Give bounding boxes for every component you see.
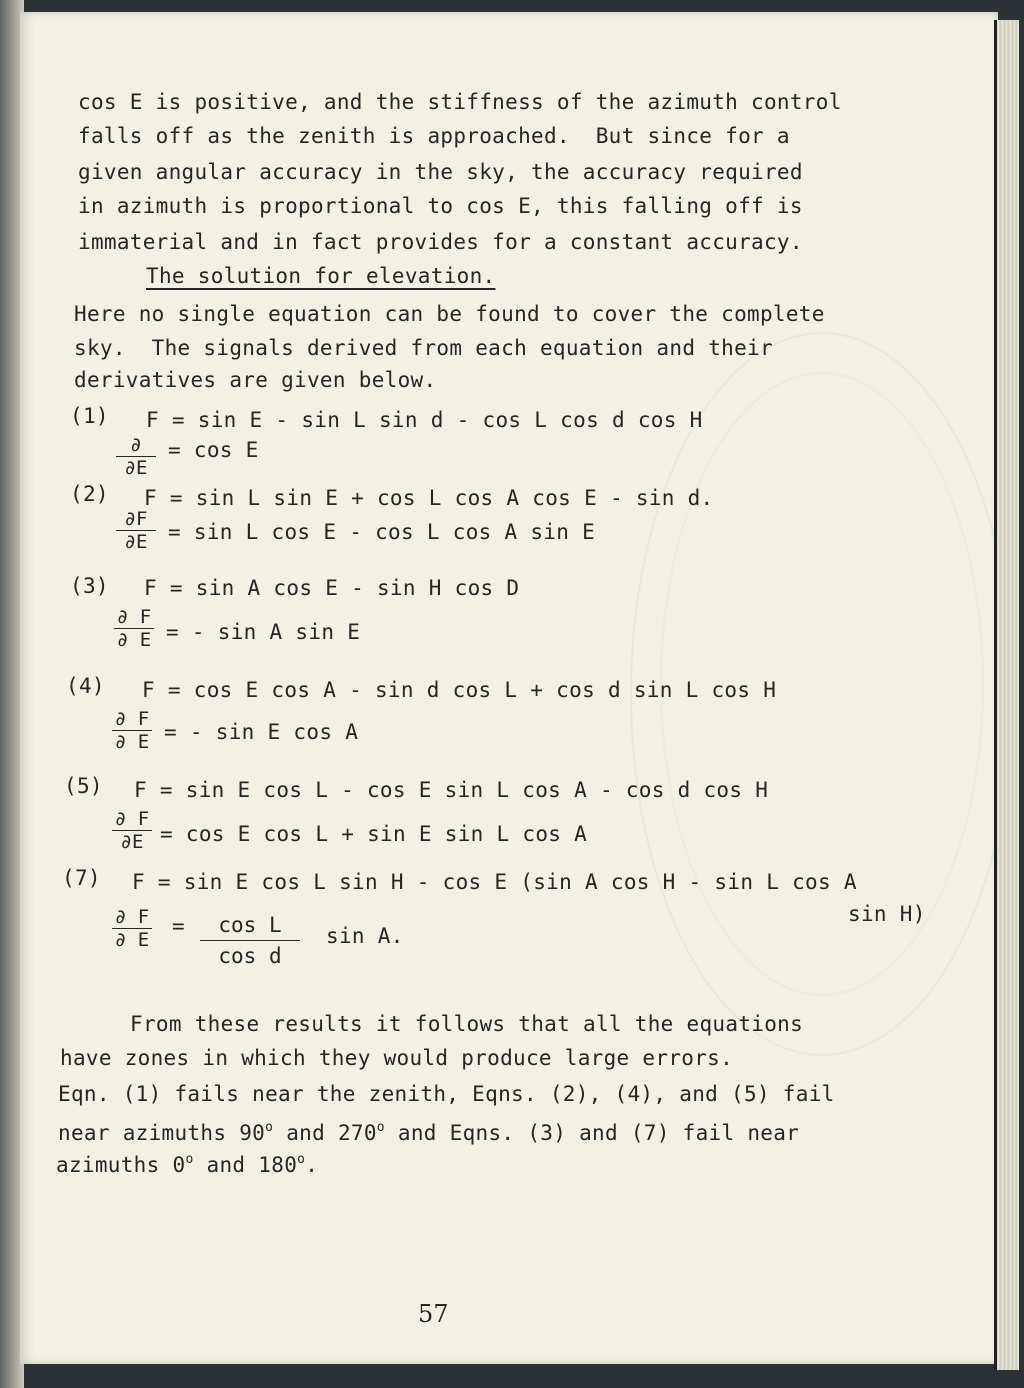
degree-mark: o — [297, 1152, 306, 1167]
degree-mark: o — [185, 1152, 194, 1167]
text-fragment: and 180 — [206, 1153, 298, 1177]
text-fragment: and Eqns. (3) and (7) fail near — [397, 1121, 800, 1145]
derivative-numerator: ∂F — [116, 508, 156, 531]
partial-derivative — [112, 906, 152, 951]
text-fragment: and 270 — [286, 1121, 377, 1145]
text-line: have zones in which they would produce large errors. — [60, 1046, 734, 1070]
derivative-denominator: ∂ E — [114, 731, 150, 753]
derivative-expression: = - sin A sin E — [166, 620, 361, 644]
equation-number: (7) — [62, 866, 101, 890]
degree-mark: o — [265, 1120, 274, 1135]
partial-derivative — [116, 508, 156, 553]
derivative-denominator: ∂ E — [114, 929, 150, 951]
page-stack-edge — [994, 20, 1019, 1370]
derivative-numerator: ∂ F — [112, 808, 152, 831]
derivative-expression: = cos E cos L + sin E sin L cos A — [160, 822, 588, 846]
partial-derivative — [114, 606, 154, 651]
derivative-numerator: ∂ F — [112, 708, 152, 731]
derivative-numerator: ∂ — [116, 434, 156, 457]
derivative-expression: = sin L cos E - cos L cos A sin E — [168, 520, 596, 544]
equation-number: (1) — [70, 404, 109, 428]
equation: F = sin E cos L sin H - cos E (sin A cos H - sin L cos A — [132, 870, 857, 894]
text-line: Eqn. (1) fails near the zenith, Eqns. (2), (4), and (5) fail — [58, 1082, 835, 1106]
text-line: immaterial and in fact provides for a constant accuracy. — [78, 230, 803, 254]
derivative-expression: = - sin E cos A — [164, 720, 359, 744]
partial-derivative — [112, 708, 152, 753]
partial-derivative — [116, 434, 156, 479]
derivative-numerator: ∂ F — [114, 606, 154, 629]
derivative-expression: = cos E — [168, 438, 259, 462]
derivative-denominator: ∂E — [124, 457, 148, 479]
equation: F = sin E cos L - cos E sin L cos A - cos d cos H — [134, 778, 769, 802]
page-number: 57 — [418, 1300, 449, 1328]
text-line — [56, 1148, 318, 1177]
derivative-denominator: ∂E — [124, 531, 148, 553]
equation-number: (3) — [70, 574, 109, 598]
fraction-denominator: cos d — [218, 944, 282, 968]
equation-number: (2) — [70, 482, 109, 506]
text-line: sky. The signals derived from each equation and their — [74, 336, 773, 360]
text-line: in azimuth is proportional to cos E, this falling off is — [78, 194, 803, 218]
section-heading: The solution for elevation. — [146, 264, 496, 288]
cos-fraction — [200, 910, 300, 971]
derivative-denominator: ∂ E — [116, 629, 152, 651]
degree-mark: o — [376, 1120, 385, 1135]
equation-number: (5) — [64, 774, 103, 798]
equation: F = sin L sin E + cos L cos A cos E - sin d. — [144, 486, 714, 510]
derivative-denominator: ∂E — [120, 831, 144, 853]
equation: F = cos E cos A - sin d cos L + cos d sin L cos H — [142, 678, 777, 702]
text-fragment: azimuths 0 — [56, 1153, 186, 1177]
partial-derivative — [112, 808, 152, 853]
text-line: Here no single equation can be found to cover the complete — [74, 302, 825, 326]
text-line — [58, 1116, 799, 1145]
text-fragment: . — [305, 1153, 319, 1177]
text-line: falls off as the zenith is approached. But since for a — [78, 124, 790, 148]
text-line: cos E is positive, and the stiffness of the azimuth control — [78, 90, 842, 114]
derivative-tail: sin A. — [326, 924, 404, 948]
text-fragment: near azimuths 90 — [58, 1121, 266, 1145]
derivative-equals: = — [172, 914, 185, 938]
equation-continuation: sin H) — [848, 902, 926, 926]
derivative-numerator: ∂ F — [112, 906, 152, 929]
equation: F = sin E - sin L sin d - cos L cos d cos H — [146, 408, 703, 432]
equation: F = sin A cos E - sin H cos D — [144, 576, 520, 600]
fraction-numerator: cos L — [200, 910, 300, 941]
equation-number: (4) — [66, 674, 105, 698]
text-line: From these results it follows that all the equations — [130, 1012, 804, 1036]
text-line: given angular accuracy in the sky, the accuracy required — [78, 160, 803, 184]
text-line: derivatives are given below. — [74, 368, 437, 392]
